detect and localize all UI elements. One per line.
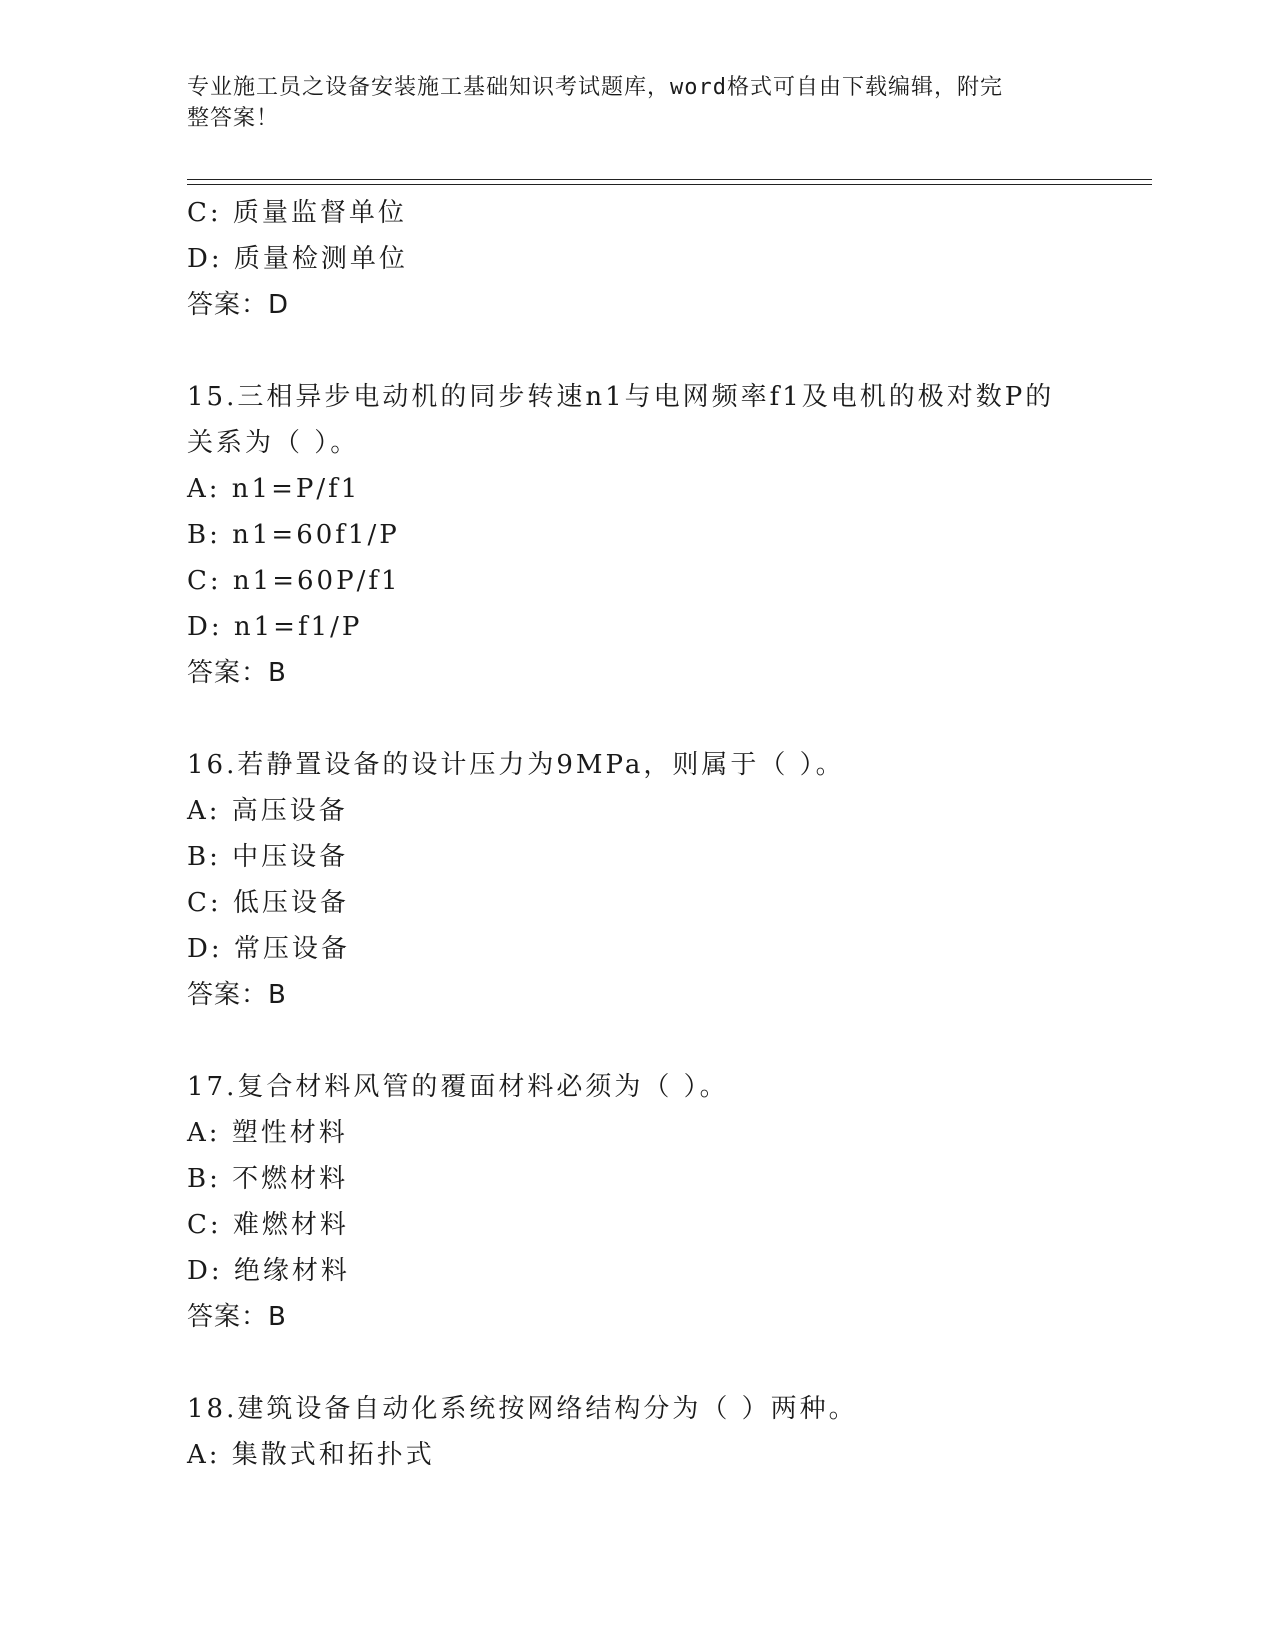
- question-17-option-c: C: 难燃材料: [187, 1210, 349, 1240]
- header-line-2: 整答案！: [187, 106, 280, 131]
- question-18-stem: 18.建筑设备自动化系统按网络结构分为（ ）两种。: [187, 1394, 858, 1424]
- spacer: [187, 328, 1147, 374]
- header-divider-bottom: [187, 184, 1152, 185]
- question-16-option-a: A: 高压设备: [187, 796, 348, 826]
- answer: 答案：D: [187, 290, 290, 320]
- option-d: D: 质量检测单位: [187, 244, 408, 274]
- question-17-option-a: A: 塑性材料: [187, 1118, 348, 1148]
- question-16-stem: 16.若静置设备的设计压力为9MPa，则属于（ ）。: [187, 750, 845, 780]
- question-17-option-d: D: 绝缘材料: [187, 1256, 350, 1286]
- question-15-stem-cont: 关系为（ ）。: [187, 428, 360, 458]
- option-c: C: 质量监督单位: [187, 198, 407, 228]
- question-15-stem: 15.三相异步电动机的同步转速n1与电网频率f1及电机的极对数P的: [187, 382, 1055, 412]
- header-divider-top: [187, 179, 1152, 180]
- document-header: [187, 72, 1077, 134]
- question-18-option-a: A: 集散式和拓扑式: [187, 1440, 435, 1470]
- question-15-option-d: D: n1=f1/P: [187, 612, 363, 642]
- question-16-answer: 答案：B: [187, 980, 287, 1010]
- question-17-answer: 答案：B: [187, 1302, 287, 1332]
- question-16-option-c: C: 低压设备: [187, 888, 349, 918]
- spacer: [187, 1018, 1147, 1064]
- document-body: [187, 190, 1147, 1478]
- header-line-1: 专业施工员之设备安装施工基础知识考试题库，word格式可自由下载编辑，附完: [187, 75, 1003, 100]
- question-16-option-d: D: 常压设备: [187, 934, 350, 964]
- spacer: [187, 696, 1147, 742]
- question-17-option-b: B: 不燃材料: [187, 1164, 349, 1194]
- question-15-option-a: A: n1=P/f1: [187, 474, 361, 504]
- question-16-option-b: B: 中压设备: [187, 842, 349, 872]
- spacer: [187, 1340, 1147, 1386]
- question-15-answer: 答案：B: [187, 658, 287, 688]
- question-15-option-c: C: n1=60P/f1: [187, 566, 401, 596]
- question-15-option-b: B: n1=60f1/P: [187, 520, 400, 550]
- question-17-stem: 17.复合材料风管的覆面材料必须为（ ）。: [187, 1072, 729, 1102]
